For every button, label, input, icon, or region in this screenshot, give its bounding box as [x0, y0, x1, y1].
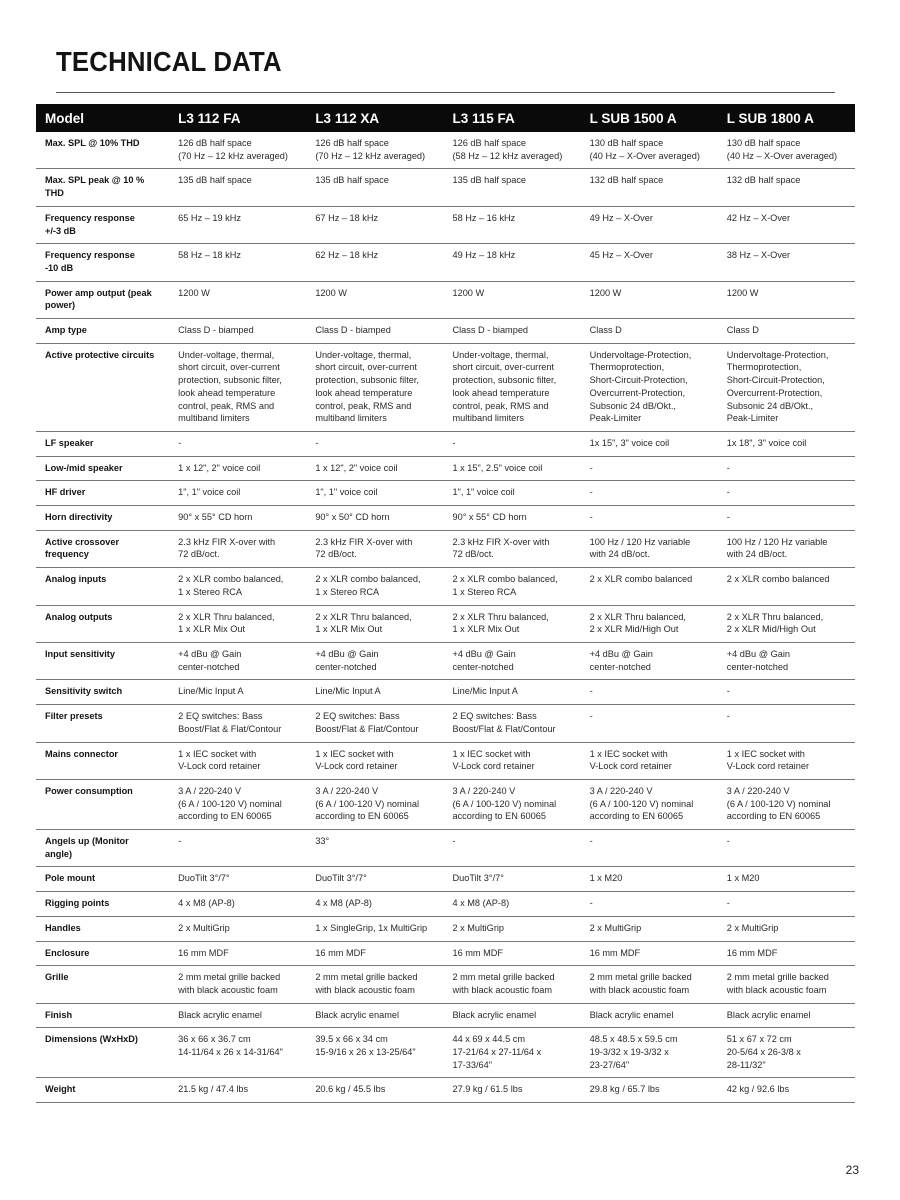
row-label: Input sensitivity: [36, 642, 169, 679]
table-cell: 62 Hz – 18 kHz: [306, 244, 443, 281]
table-cell: 2 mm metal grille backed with black acoustic foam: [581, 966, 718, 1003]
table-row: [36, 742, 855, 779]
table-cell: 58 Hz – 18 kHz: [169, 244, 306, 281]
table-cell: 1", 1" voice coil: [169, 481, 306, 506]
table-row: [36, 132, 855, 169]
row-label: Grille: [36, 966, 169, 1003]
table-cell: Class D - biamped: [169, 319, 306, 344]
row-label: Power amp output (peak power): [36, 281, 169, 318]
row-label: Active crossover frequency: [36, 530, 169, 567]
table-cell: 2 x MultiGrip: [581, 916, 718, 941]
table-cell: -: [718, 481, 855, 506]
table-cell: 2 EQ switches: Bass Boost/Flat & Flat/Contour: [306, 705, 443, 742]
table-cell: 42 Hz – X-Over: [718, 206, 855, 243]
table-cell: Black acrylic enamel: [443, 1003, 580, 1028]
table-cell: 2 x XLR Thru balanced, 2 x XLR Mid/High Out: [718, 605, 855, 642]
table-cell: 1x 18", 3" voice coil: [718, 431, 855, 456]
table-cell: DuoTilt 3°/7°: [169, 867, 306, 892]
table-cell: -: [581, 830, 718, 867]
row-label: Horn directivity: [36, 506, 169, 531]
table-row: [36, 966, 855, 1003]
table-cell: 100 Hz / 120 Hz variable with 24 dB/oct.: [581, 530, 718, 567]
table-row: [36, 244, 855, 281]
table-cell: 2 x XLR combo balanced, 1 x Stereo RCA: [169, 568, 306, 605]
table-cell: Line/Mic Input A: [443, 680, 580, 705]
table-cell: -: [581, 506, 718, 531]
row-label: Weight: [36, 1078, 169, 1103]
table-cell: Black acrylic enamel: [306, 1003, 443, 1028]
table-cell: -: [169, 830, 306, 867]
table-cell: 36 x 66 x 36.7 cm 14-11/64 x 26 x 14-31/64": [169, 1028, 306, 1078]
table-cell: -: [306, 431, 443, 456]
table-cell: +4 dBu @ Gain center-notched: [581, 642, 718, 679]
row-label: HF driver: [36, 481, 169, 506]
table-cell: 2 x XLR combo balanced, 1 x Stereo RCA: [443, 568, 580, 605]
table-cell: Class D: [581, 319, 718, 344]
table-cell: Class D: [718, 319, 855, 344]
table-cell: +4 dBu @ Gain center-notched: [718, 642, 855, 679]
header-l3-112-fa: L3 112 FA: [169, 104, 306, 132]
table-cell: 38 Hz – X-Over: [718, 244, 855, 281]
table-cell: 45 Hz – X-Over: [581, 244, 718, 281]
table-cell: -: [718, 892, 855, 917]
table-cell: 90° x 55° CD horn: [443, 506, 580, 531]
table-cell: 20.6 kg / 45.5 lbs: [306, 1078, 443, 1103]
table-cell: 1200 W: [581, 281, 718, 318]
table-cell: 126 dB half space (70 Hz – 12 kHz averaged): [306, 132, 443, 169]
table-cell: 135 dB half space: [169, 169, 306, 206]
row-label: Analog inputs: [36, 568, 169, 605]
table-cell: -: [581, 680, 718, 705]
table-cell: 1 x IEC socket with V-Lock cord retainer: [169, 742, 306, 779]
table-cell: 1200 W: [169, 281, 306, 318]
table-cell: 67 Hz – 18 kHz: [306, 206, 443, 243]
row-label: Low-/mid speaker: [36, 456, 169, 481]
table-cell: -: [718, 680, 855, 705]
table-cell: 1", 1" voice coil: [443, 481, 580, 506]
table-row: [36, 319, 855, 344]
table-cell: 1 x 12", 2" voice coil: [306, 456, 443, 481]
table-row: [36, 605, 855, 642]
table-cell: 2 x XLR Thru balanced, 2 x XLR Mid/High Out: [581, 605, 718, 642]
table-cell: 1 x 12", 2" voice coil: [169, 456, 306, 481]
page-title: TECHNICAL DATA: [56, 46, 282, 77]
table-cell: 2 x XLR Thru balanced, 1 x XLR Mix Out: [306, 605, 443, 642]
table-cell: 2 x MultiGrip: [718, 916, 855, 941]
header-l-sub-1500-a: L SUB 1500 A: [581, 104, 718, 132]
table-row: [36, 343, 855, 431]
table-cell: -: [718, 456, 855, 481]
table-cell: 126 dB half space (70 Hz – 12 kHz averaged): [169, 132, 306, 169]
table-cell: 1 x IEC socket with V-Lock cord retainer: [443, 742, 580, 779]
table-cell: -: [718, 506, 855, 531]
row-label: Enclosure: [36, 941, 169, 966]
row-label: Finish: [36, 1003, 169, 1028]
row-label: Power consumption: [36, 779, 169, 829]
table-cell: Black acrylic enamel: [718, 1003, 855, 1028]
table-row: [36, 568, 855, 605]
table-cell: 1 x IEC socket with V-Lock cord retainer: [718, 742, 855, 779]
row-label: Angels up (Monitor angle): [36, 830, 169, 867]
table-cell: 49 Hz – 18 kHz: [443, 244, 580, 281]
table-cell: 65 Hz – 19 kHz: [169, 206, 306, 243]
header-l3-112-xa: L3 112 XA: [306, 104, 443, 132]
table-row: [36, 1078, 855, 1103]
table-cell: 58 Hz – 16 kHz: [443, 206, 580, 243]
table-cell: 2 x XLR combo balanced: [581, 568, 718, 605]
row-label: Amp type: [36, 319, 169, 344]
row-label: LF speaker: [36, 431, 169, 456]
table-cell: 2.3 kHz FIR X-over with 72 dB/oct.: [169, 530, 306, 567]
table-row: [36, 481, 855, 506]
table-cell: DuoTilt 3°/7°: [306, 867, 443, 892]
table-cell: 51 x 67 x 72 cm 20-5/64 x 26-3/8 x 28-11/32": [718, 1028, 855, 1078]
table-cell: DuoTilt 3°/7°: [443, 867, 580, 892]
table-row: [36, 456, 855, 481]
table-row: [36, 431, 855, 456]
table-cell: 2.3 kHz FIR X-over with 72 dB/oct.: [443, 530, 580, 567]
table-cell: 2 x XLR Thru balanced, 1 x XLR Mix Out: [443, 605, 580, 642]
table-cell: 49 Hz – X-Over: [581, 206, 718, 243]
row-label: Dimensions (WxHxD): [36, 1028, 169, 1078]
row-label: Max. SPL @ 10% THD: [36, 132, 169, 169]
row-label: Active protective circuits: [36, 343, 169, 431]
table-cell: +4 dBu @ Gain center-notched: [443, 642, 580, 679]
table-cell: 1 x M20: [718, 867, 855, 892]
table-cell: 2 EQ switches: Bass Boost/Flat & Flat/Contour: [169, 705, 306, 742]
table-cell: 135 dB half space: [443, 169, 580, 206]
table-cell: 27.9 kg / 61.5 lbs: [443, 1078, 580, 1103]
table-cell: 16 mm MDF: [581, 941, 718, 966]
table-cell: 33°: [306, 830, 443, 867]
table-cell: 2 mm metal grille backed with black acoustic foam: [718, 966, 855, 1003]
table-cell: Undervoltage-Protection, Thermoprotection, Short-Circuit-Protection, Overcurrent-Protection, Subsonic 24 dB/Okt., Peak-Limiter: [581, 343, 718, 431]
table-cell: Class D - biamped: [306, 319, 443, 344]
table-cell: 130 dB half space (40 Hz – X-Over averaged): [718, 132, 855, 169]
table-cell: 3 A / 220-240 V (6 A / 100-120 V) nominal according to EN 60065: [306, 779, 443, 829]
table-cell: 132 dB half space: [718, 169, 855, 206]
row-label: Filter presets: [36, 705, 169, 742]
table-cell: 4 x M8 (AP-8): [443, 892, 580, 917]
table-cell: -: [718, 830, 855, 867]
table-cell: 2 x XLR combo balanced, 1 x Stereo RCA: [306, 568, 443, 605]
table-cell: 2.3 kHz FIR X-over with 72 dB/oct.: [306, 530, 443, 567]
row-label: Frequency response +/-3 dB: [36, 206, 169, 243]
table-cell: 126 dB half space (58 Hz – 12 kHz averaged): [443, 132, 580, 169]
table-cell: -: [581, 481, 718, 506]
table-row: [36, 169, 855, 206]
table-row: [36, 642, 855, 679]
row-label: Max. SPL peak @ 10 % THD: [36, 169, 169, 206]
table-cell: Line/Mic Input A: [169, 680, 306, 705]
table-cell: 4 x M8 (AP-8): [169, 892, 306, 917]
table-cell: Black acrylic enamel: [581, 1003, 718, 1028]
technical-data-table: [36, 104, 855, 1103]
table-cell: 135 dB half space: [306, 169, 443, 206]
header-l-sub-1800-a: L SUB 1800 A: [718, 104, 855, 132]
table-cell: -: [581, 705, 718, 742]
table-cell: 29.8 kg / 65.7 lbs: [581, 1078, 718, 1103]
table-cell: Under-voltage, thermal, short circuit, over-current protection, subsonic filter, look ahead temperature control, peak, RMS and multiband limiters: [443, 343, 580, 431]
table-row: [36, 206, 855, 243]
table-cell: 1 x SingleGrip, 1x MultiGrip: [306, 916, 443, 941]
table-header-row: [36, 104, 855, 132]
table-cell: 1200 W: [443, 281, 580, 318]
table-cell: 4 x M8 (AP-8): [306, 892, 443, 917]
table-cell: Line/Mic Input A: [306, 680, 443, 705]
table-cell: -: [443, 830, 580, 867]
table-cell: 48.5 x 48.5 x 59.5 cm 19-3/32 x 19-3/32 x 23-27/64": [581, 1028, 718, 1078]
header-l3-115-fa: L3 115 FA: [443, 104, 580, 132]
table-cell: 16 mm MDF: [443, 941, 580, 966]
table-cell: 100 Hz / 120 Hz variable with 24 dB/oct.: [718, 530, 855, 567]
table-cell: 3 A / 220-240 V (6 A / 100-120 V) nominal according to EN 60065: [169, 779, 306, 829]
table-cell: 3 A / 220-240 V (6 A / 100-120 V) nominal according to EN 60065: [443, 779, 580, 829]
table-cell: 3 A / 220-240 V (6 A / 100-120 V) nominal according to EN 60065: [718, 779, 855, 829]
table-cell: 16 mm MDF: [306, 941, 443, 966]
table-row: [36, 1003, 855, 1028]
table-cell: 2 x MultiGrip: [443, 916, 580, 941]
table-cell: 1x 15", 3" voice coil: [581, 431, 718, 456]
table-cell: 90° x 55° CD horn: [169, 506, 306, 531]
table-cell: +4 dBu @ Gain center-notched: [169, 642, 306, 679]
table-cell: Class D - biamped: [443, 319, 580, 344]
table-cell: -: [718, 705, 855, 742]
table-cell: 16 mm MDF: [169, 941, 306, 966]
table-cell: Under-voltage, thermal, short circuit, over-current protection, subsonic filter, look ahead temperature control, peak, RMS and multiband limiters: [169, 343, 306, 431]
table-cell: 1", 1" voice coil: [306, 481, 443, 506]
table-cell: 2 mm metal grille backed with black acoustic foam: [169, 966, 306, 1003]
table-cell: 1 x IEC socket with V-Lock cord retainer: [581, 742, 718, 779]
table-cell: 39.5 x 66 x 34 cm 15-9/16 x 26 x 13-25/64": [306, 1028, 443, 1078]
table-row: [36, 506, 855, 531]
table-cell: 1 x IEC socket with V-Lock cord retainer: [306, 742, 443, 779]
table-cell: 2 x XLR Thru balanced, 1 x XLR Mix Out: [169, 605, 306, 642]
table-cell: 3 A / 220-240 V (6 A / 100-120 V) nominal according to EN 60065: [581, 779, 718, 829]
row-label: Pole mount: [36, 867, 169, 892]
table-cell: Under-voltage, thermal, short circuit, over-current protection, subsonic filter, look ahead temperature control, peak, RMS and multiband limiters: [306, 343, 443, 431]
table-cell: 2 x XLR combo balanced: [718, 568, 855, 605]
table-row: [36, 680, 855, 705]
table-row: [36, 916, 855, 941]
table-cell: 2 x MultiGrip: [169, 916, 306, 941]
table-row: [36, 941, 855, 966]
header-model: Model: [36, 104, 169, 132]
table-row: [36, 281, 855, 318]
table-cell: 130 dB half space (40 Hz – X-Over averaged): [581, 132, 718, 169]
table-cell: 132 dB half space: [581, 169, 718, 206]
table-cell: 1 x M20: [581, 867, 718, 892]
row-label: Sensitivity switch: [36, 680, 169, 705]
table-cell: 21.5 kg / 47.4 lbs: [169, 1078, 306, 1103]
table-cell: 16 mm MDF: [718, 941, 855, 966]
row-label: Rigging points: [36, 892, 169, 917]
row-label: Handles: [36, 916, 169, 941]
table-cell: -: [443, 431, 580, 456]
page-number: 23: [845, 1163, 859, 1177]
table-cell: 44 x 69 x 44.5 cm 17-21/64 x 27-11/64 x 17-33/64": [443, 1028, 580, 1078]
table-cell: 42 kg / 92.6 lbs: [718, 1078, 855, 1103]
table-row: [36, 530, 855, 567]
table-cell: 1200 W: [718, 281, 855, 318]
table-body: [36, 132, 855, 1103]
table-cell: 1200 W: [306, 281, 443, 318]
table-row: [36, 1028, 855, 1078]
row-label: Analog outputs: [36, 605, 169, 642]
table-row: [36, 779, 855, 829]
table-cell: Undervoltage-Protection, Thermoprotection, Short-Circuit-Protection, Overcurrent-Protection, Subsonic 24 dB/Okt., Peak-Limiter: [718, 343, 855, 431]
table-cell: -: [169, 431, 306, 456]
row-label: Mains connector: [36, 742, 169, 779]
table-cell: 2 mm metal grille backed with black acoustic foam: [443, 966, 580, 1003]
table-cell: 2 mm metal grille backed with black acoustic foam: [306, 966, 443, 1003]
row-label: Frequency response -10 dB: [36, 244, 169, 281]
table-row: [36, 705, 855, 742]
table-cell: -: [581, 892, 718, 917]
table-cell: Black acrylic enamel: [169, 1003, 306, 1028]
table-row: [36, 892, 855, 917]
table-cell: 90° x 50° CD horn: [306, 506, 443, 531]
title-divider: [56, 92, 835, 93]
table-cell: -: [581, 456, 718, 481]
table-cell: +4 dBu @ Gain center-notched: [306, 642, 443, 679]
table-row: [36, 867, 855, 892]
table-cell: 2 EQ switches: Bass Boost/Flat & Flat/Contour: [443, 705, 580, 742]
table-cell: 1 x 15", 2.5" voice coil: [443, 456, 580, 481]
table-row: [36, 830, 855, 867]
